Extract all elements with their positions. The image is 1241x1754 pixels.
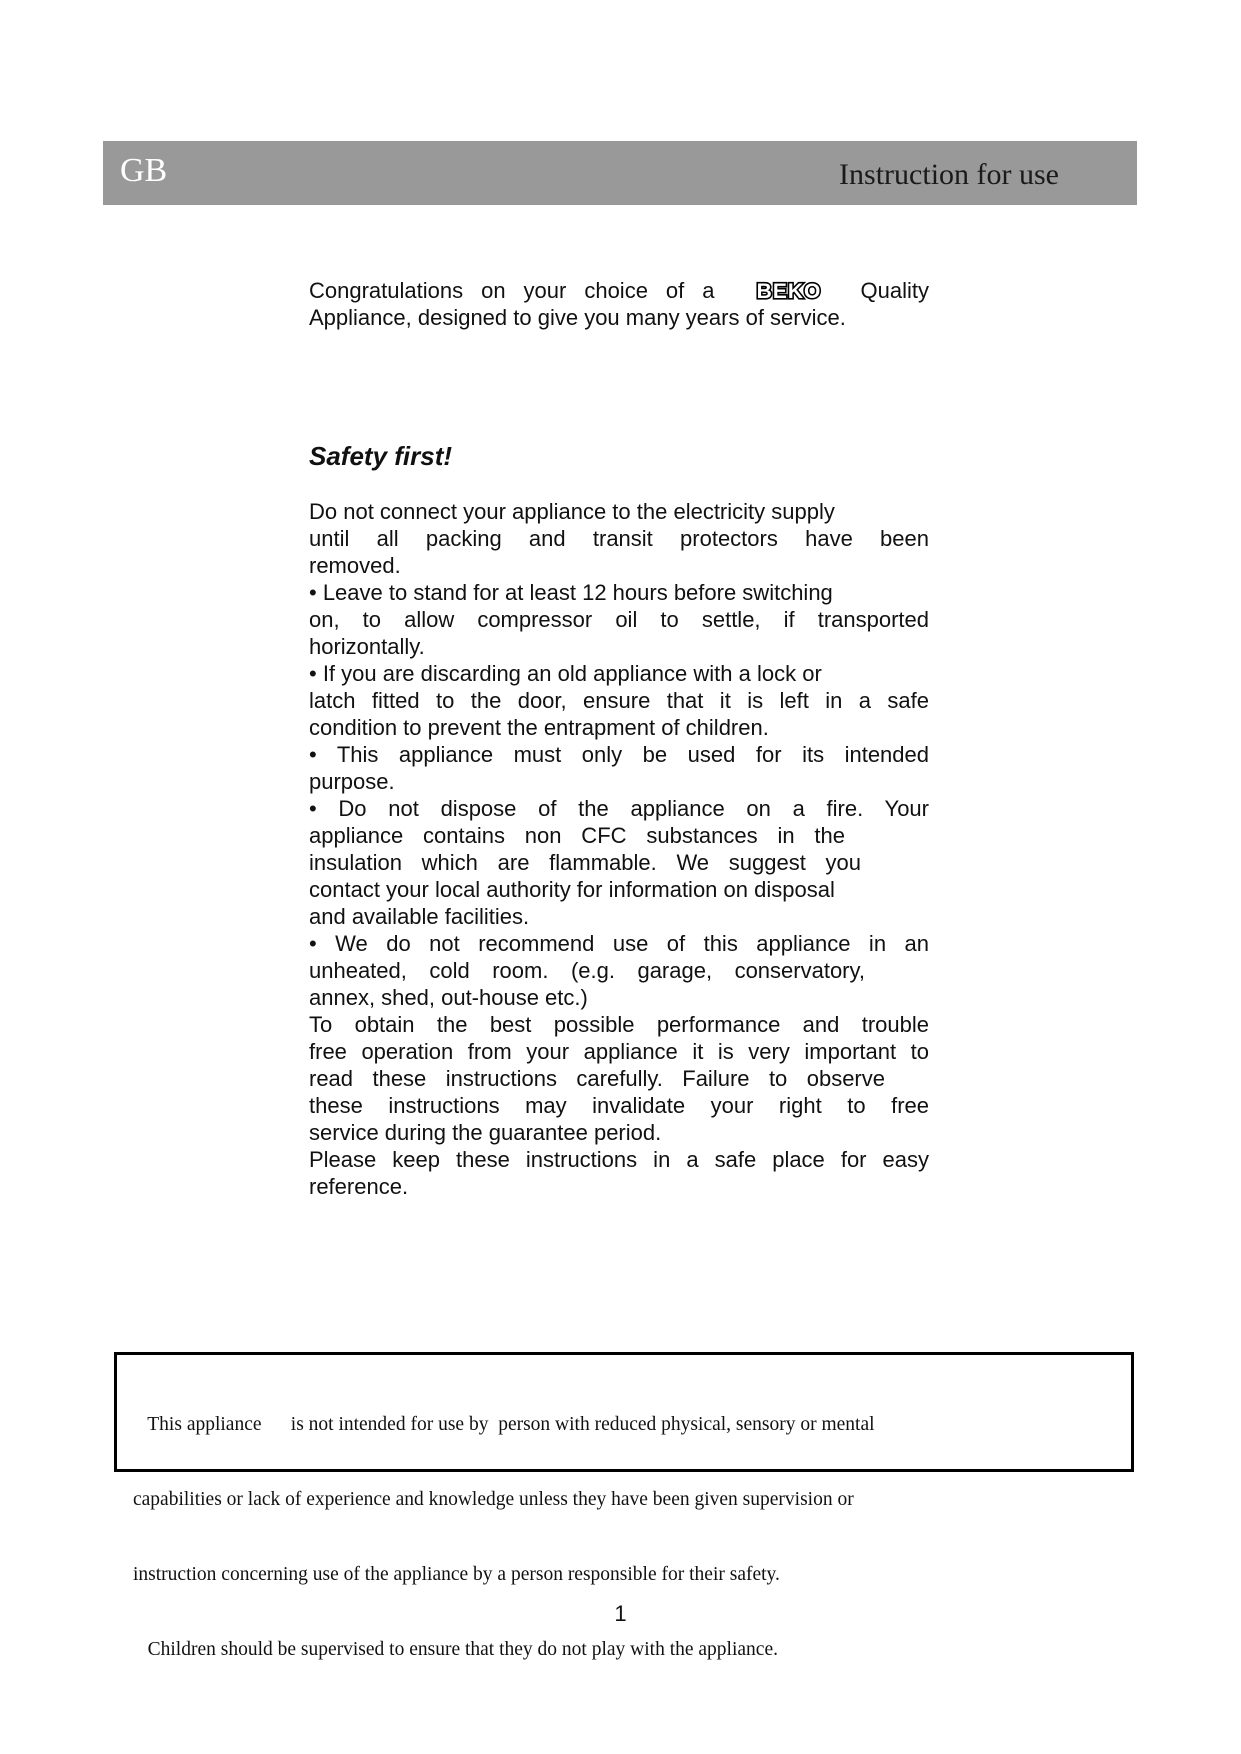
safety-line: and available facilities. (309, 904, 530, 929)
safety-line: contact your local authority for information on disposal (309, 877, 835, 902)
notice-text (133, 1362, 875, 1712)
safety-line: reference. (309, 1174, 409, 1199)
safety-line: purpose. (309, 769, 395, 794)
safety-line: these instructions may invalidate your right to free (309, 1093, 929, 1118)
safety-line: on, to allow compressor oil to settle, if transported (309, 607, 929, 632)
safety-line: insulation which are flammable. We suggest you (309, 850, 861, 875)
intro-text-before-logo: Congratulations on your choice of a (309, 278, 715, 303)
intro-text-after-logo: Quality (860, 278, 929, 303)
safety-line: Please keep these instructions in a safe place for easy (309, 1147, 929, 1172)
document-title: Instruction for use (839, 158, 1059, 191)
safety-line: condition to prevent the entrapment of children. (309, 715, 769, 740)
safety-line: service during the guarantee period. (309, 1120, 662, 1145)
safety-line: • If you are discarding an old appliance with a lock or (309, 661, 822, 686)
beko-logo (739, 281, 839, 301)
intro-line-1 (309, 277, 929, 304)
notice-line: This appliance is not intended for use by person with reduced physical, sensory or mental (133, 1414, 875, 1435)
safety-line: removed. (309, 553, 401, 578)
notice-line: Children should be supervised to ensure that they do not play with the appliance. (133, 1639, 778, 1660)
safety-line: until all packing and transit protectors have been (309, 526, 929, 551)
intro-paragraph (309, 277, 929, 331)
safety-line: • Leave to stand for at least 12 hours before switching (309, 580, 833, 605)
safety-line: Do not connect your appliance to the electricity supply (309, 499, 835, 524)
safety-instructions (309, 498, 929, 1200)
header-bar (103, 141, 1137, 205)
safety-line: horizontally. (309, 634, 425, 659)
notice-line: capabilities or lack of experience and knowledge unless they have been given supervision or (133, 1489, 854, 1510)
intro-line-2: Appliance, designed to give you many years of service. (309, 305, 846, 330)
safety-line: unheated, cold room. (e.g. garage, conservatory, (309, 958, 865, 983)
svg-text:BEKO: BEKO (756, 281, 821, 301)
safety-line: free operation from your appliance it is very important to (309, 1039, 929, 1064)
safety-line: appliance contains non CFC substances in the (309, 823, 845, 848)
safety-line: • This appliance must only be used for its intended (309, 742, 929, 767)
language-code: GB (120, 152, 168, 189)
notice-line: instruction concerning use of the appliance by a person responsible for their safety. (133, 1564, 780, 1585)
safety-line: read these instructions carefully. Failure to observe (309, 1066, 885, 1091)
page-number: 1 (614, 1601, 627, 1626)
safety-line: • Do not dispose of the appliance on a fire. Your (309, 796, 929, 821)
safety-line: • We do not recommend use of this appliance in an (309, 931, 929, 956)
safety-line: annex, shed, out-house etc.) (309, 985, 588, 1010)
safety-notice-box (114, 1352, 1134, 1660)
safety-line: latch fitted to the door, ensure that it is left in a safe (309, 688, 929, 713)
safety-line: To obtain the best possible performance and trouble (309, 1012, 929, 1037)
safety-heading: Safety first! (309, 441, 453, 471)
